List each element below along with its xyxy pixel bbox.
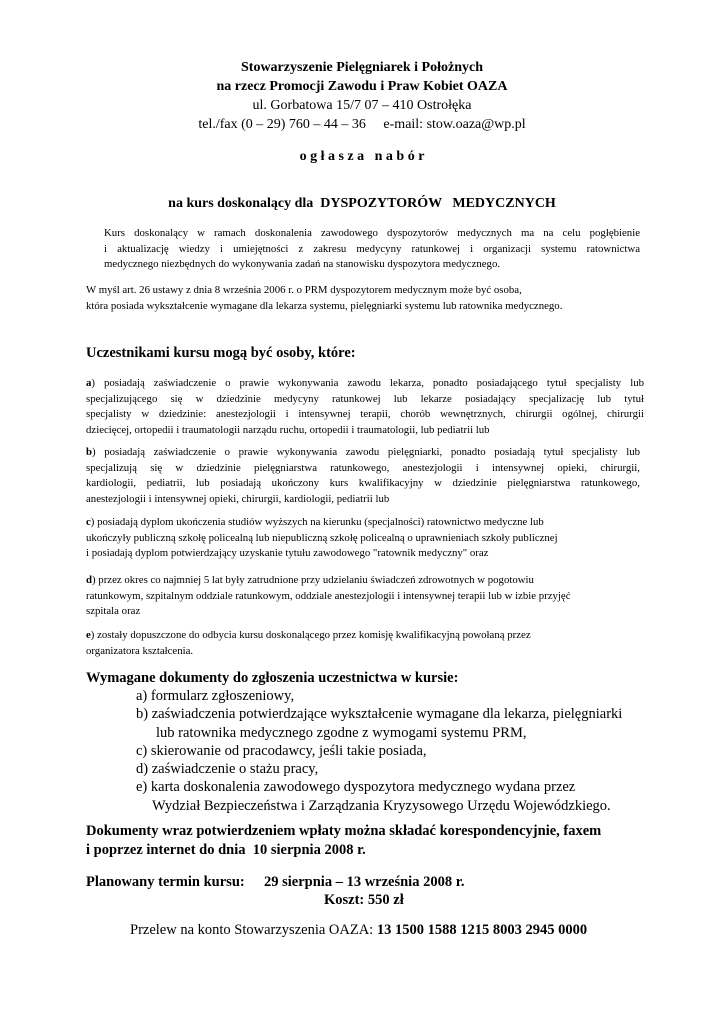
organization-name-line1: Stowarzyszenie Pielęgniarek i Położnych — [241, 60, 483, 75]
condition-line: szpitala oraz — [86, 605, 141, 618]
course-cost: Koszt: 550 zł — [324, 892, 404, 908]
law-line: która posiada wykształcenie wymagane dla lekarza systemu, pielęgniarki systemu lub ratownika medycznego. — [86, 299, 563, 312]
condition-letter: e — [86, 629, 91, 641]
participants-heading: Uczestnikami kursu mogą być osoby, które: — [86, 345, 356, 361]
condition-line: ) posiadają dyplom ukończenia studiów wyższych na kierunku (specjalności) ratownictwo medyczne lub — [90, 516, 544, 528]
condition-line: specjalisty w dziedzinie: anestezjologii i intensywnej terapii, chorób wewnętrznych, chirurgii ogólnej, chirurgii — [86, 408, 644, 421]
condition-letter: d — [86, 574, 93, 586]
condition-line: ) przez okres co najmniej 5 lat były zatrudnione przy udzielaniu świadczeń zdrowotnych w pogotowiu — [92, 574, 534, 586]
condition-letter: c — [86, 516, 91, 528]
organization-contact: tel./fax (0 – 29) 760 – 44 – 36 e-mail: stow.oaza@wp.pl — [198, 117, 526, 132]
condition-a — [86, 376, 644, 439]
law-paragraph — [86, 283, 646, 314]
condition-line: specjalizującego się w dziedzinie medycyny ratunkowej lub lekarze posiadający specjalizację lub tytuł — [86, 392, 644, 405]
condition-line: ) zostały dopuszczone do odbycia kursu doskonalącego przez komisję kwalifikacyjną powołaną przez — [90, 629, 531, 641]
payment-label: Przelew na konto Stowarzyszenia OAZA: — [130, 922, 374, 938]
condition-line: ukończyły publiczną szkołę policealną lub niepubliczną szkołę policealną o uprawnieniach szkoły publicznej — [86, 531, 558, 544]
intro-line: i aktualizację wiedzy i umiejętności z zakresu medycyny ratunkowej i organizacji systemu ratownictwa — [104, 242, 640, 255]
documents-list-item: d) zaświadczenie o stażu pracy, — [136, 761, 319, 778]
condition-line: organizatora kształcenia. — [86, 644, 194, 657]
documents-list-item: c) skierowanie od pracodawcy, jeśli takie posiada, — [136, 742, 427, 759]
documents-list-item: Wydział Bezpieczeństwa i Zarządzania Kryzysowego Urzędu Wojewódzkiego. — [152, 797, 611, 814]
organization-address: ul. Gorbatowa 15/7 07 – 410 Ostrołęka — [252, 98, 472, 113]
intro-line: Kurs doskonalący w ramach doskonalenia zawodowego dyspozytorów medycznych ma na celu pogłębienie — [104, 227, 640, 239]
course-title-prefix: na kurs doskonalący dla — [168, 196, 314, 211]
submission-info — [86, 822, 601, 860]
submission-line: i poprzez internet do dnia 10 sierpnia 2008 r. — [86, 842, 366, 858]
condition-b — [86, 445, 640, 508]
condition-line: ) posiadają zaświadczenie o prawie wykonywania zawodu lekarza, ponadto posiadającego tytuł specjalisty lub — [91, 377, 644, 389]
condition-letter: a — [86, 377, 92, 389]
payment-info — [130, 920, 587, 940]
organization-name-line2: na rzecz Promocji Zawodu i Praw Kobiet OAZA — [216, 79, 508, 94]
condition-line: dziecięcej, ortopedii i traumatologii narządu ruchu, ortopedii i traumatologii, lub pediatrii lub — [86, 424, 490, 437]
intro-paragraph — [104, 226, 640, 273]
documents-list — [136, 687, 622, 815]
bank-account-number: 13 1500 1588 1215 8003 2945 0000 — [376, 922, 588, 938]
condition-line: ratunkowym, szpitalnym oddziale ratunkowym, oddziale anestezjologii i intensywnej terapii lub w izbie przyjęć — [86, 589, 571, 602]
condition-line: ) posiadają zaświadczenie o prawie wykonywania zawodu pielęgniarki, ponadto posiadają tytuł specjalisty lub — [92, 446, 640, 458]
condition-line: kardiologii, pediatrii, lub posiadają ukończony kurs kwalifikacyjny w dziedzinie pielęgniarstwa ratunkowego, — [86, 477, 640, 490]
documents-list-item: a) formularz zgłoszeniowy, — [136, 688, 295, 704]
condition-c — [86, 515, 646, 562]
condition-line: i posiadają dyplom potwierdzający uzyskanie tytułu zawodowego "ratownik medyczny" oraz — [86, 547, 489, 560]
intro-line: medycznego niezbędnych do wykonywania zadań na stanowisku dyspozytora medycznego. — [104, 258, 501, 271]
condition-line: anestezjologii i intensywnej opieki, chirurgii, kardiologii, pediatrii lub — [86, 493, 390, 506]
course-title-name: DYSPOZYTORÓW MEDYCZNYCH — [320, 196, 556, 211]
condition-e — [86, 628, 646, 659]
documents-list-item: b) zaświadczenia potwierdzające wykształcenie wymagane dla lekarza, pielęgniarki — [136, 706, 623, 723]
condition-line: specjalizują się w dziedzinie pielęgniarstwa ratunkowego, anestezjologii i intensywnej opieki, chirurgii, — [86, 461, 640, 474]
documents-list-item: lub ratownika medycznego zgodne z wymogami systemu PRM, — [156, 724, 527, 741]
documents-heading: Wymagane dokumenty do zgłoszenia uczestnictwa w kursie: — [86, 670, 459, 686]
condition-d — [86, 573, 646, 620]
submission-line: Dokumenty wraz potwierdzeniem wpłaty można składać korespondencyjnie, faxem — [86, 823, 602, 839]
course-title — [0, 194, 724, 213]
condition-letter: b — [86, 446, 93, 458]
documents-list-item: e) karta doskonalenia zawodowego dyspozytora medycznego wydana przez — [136, 779, 576, 796]
schedule-label: Planowany termin kursu: — [86, 874, 245, 890]
law-line: W myśl art. 26 ustawy z dnia 8 września 2006 r. o PRM dyspozytorem medycznym może być osoba, — [86, 284, 522, 296]
announcement-heading: o g ł a s z a n a b ó r — [299, 149, 425, 164]
schedule-dates: 29 sierpnia – 13 września 2008 r. — [264, 874, 465, 890]
